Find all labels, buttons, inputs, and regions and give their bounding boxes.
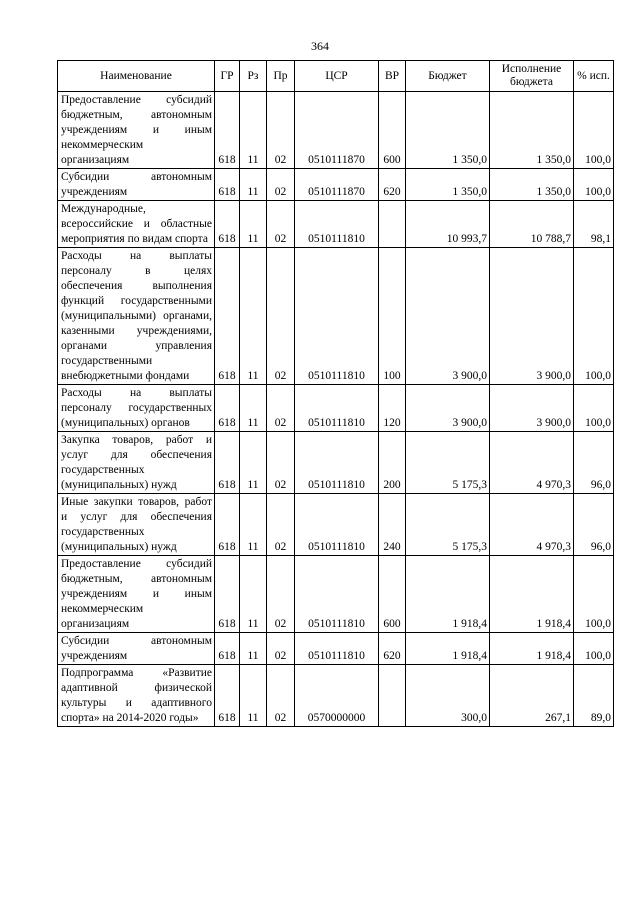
column-header-percent: % исп. [574, 61, 614, 92]
row-csr: 0510111810 [295, 556, 379, 633]
row-gr: 618 [215, 494, 240, 556]
row-execution: 1 918,4 [490, 633, 574, 665]
row-vr: 240 [379, 494, 406, 556]
row-csr: 0510111870 [295, 169, 379, 201]
table-row [58, 248, 614, 385]
row-csr: 0510111870 [295, 92, 379, 169]
row-percent: 100,0 [574, 556, 614, 633]
row-name: Расходы на выплаты персоналу в целях обеспечения выполнения функций государственными (муниципальными) органами, казенными учреждениями, органами управления государственными внебюджетными фондами [58, 248, 215, 385]
row-percent: 100,0 [574, 248, 614, 385]
row-percent: 100,0 [574, 92, 614, 169]
table-row [58, 92, 614, 169]
row-csr: 0510111810 [295, 633, 379, 665]
column-header-budget: Бюджет [406, 61, 490, 92]
row-pr: 02 [267, 169, 295, 201]
row-rz: 11 [240, 385, 267, 432]
row-pr: 02 [267, 665, 295, 727]
row-csr: 0510111810 [295, 432, 379, 494]
row-percent: 100,0 [574, 385, 614, 432]
row-rz: 11 [240, 201, 267, 248]
row-execution: 1 350,0 [490, 169, 574, 201]
column-header-vr: ВР [379, 61, 406, 92]
row-gr: 618 [215, 248, 240, 385]
row-percent: 96,0 [574, 432, 614, 494]
row-rz: 11 [240, 556, 267, 633]
row-budget: 3 900,0 [406, 248, 490, 385]
row-pr: 02 [267, 248, 295, 385]
table-row [58, 201, 614, 248]
row-execution: 1 350,0 [490, 92, 574, 169]
row-budget: 300,0 [406, 665, 490, 727]
row-pr: 02 [267, 385, 295, 432]
row-percent: 89,0 [574, 665, 614, 727]
row-budget: 5 175,3 [406, 432, 490, 494]
row-vr: 620 [379, 169, 406, 201]
row-vr: 100 [379, 248, 406, 385]
row-vr: 120 [379, 385, 406, 432]
column-header-pr: Пр [267, 61, 295, 92]
row-vr: 600 [379, 556, 406, 633]
row-budget: 1 350,0 [406, 169, 490, 201]
row-pr: 02 [267, 432, 295, 494]
row-execution: 3 900,0 [490, 248, 574, 385]
table-row [58, 556, 614, 633]
row-pr: 02 [267, 633, 295, 665]
row-pr: 02 [267, 201, 295, 248]
row-gr: 618 [215, 385, 240, 432]
row-rz: 11 [240, 494, 267, 556]
row-gr: 618 [215, 556, 240, 633]
row-pr: 02 [267, 494, 295, 556]
row-gr: 618 [215, 201, 240, 248]
row-gr: 618 [215, 665, 240, 727]
table-header-row [58, 61, 614, 92]
row-percent: 96,0 [574, 494, 614, 556]
row-name: Предоставление субсидий бюджетным, автономным учреждениям и иным некоммерческим организациям [58, 556, 215, 633]
row-vr [379, 665, 406, 727]
row-pr: 02 [267, 556, 295, 633]
row-name: Субсидии автономным учреждениям [58, 633, 215, 665]
column-header-gr: ГР [215, 61, 240, 92]
row-csr: 0570000000 [295, 665, 379, 727]
row-budget: 5 175,3 [406, 494, 490, 556]
row-execution: 4 970,3 [490, 432, 574, 494]
row-budget: 1 918,4 [406, 633, 490, 665]
row-gr: 618 [215, 432, 240, 494]
column-header-name: Наименование [58, 61, 215, 92]
row-name: Иные закупки товаров, работ и услуг для обеспечения государственных (муниципальных) нужд [58, 494, 215, 556]
row-csr: 0510111810 [295, 494, 379, 556]
table-row [58, 385, 614, 432]
row-vr: 200 [379, 432, 406, 494]
row-csr: 0510111810 [295, 201, 379, 248]
row-percent: 98,1 [574, 201, 614, 248]
row-percent: 100,0 [574, 169, 614, 201]
row-execution: 10 788,7 [490, 201, 574, 248]
table-row [58, 169, 614, 201]
row-execution: 267,1 [490, 665, 574, 727]
row-budget: 1 918,4 [406, 556, 490, 633]
row-rz: 11 [240, 432, 267, 494]
row-name: Предоставление субсидий бюджетным, автономным учреждениям и иным некоммерческим организациям [58, 92, 215, 169]
table-row [58, 494, 614, 556]
row-gr: 618 [215, 169, 240, 201]
row-percent: 100,0 [574, 633, 614, 665]
row-execution: 1 918,4 [490, 556, 574, 633]
row-rz: 11 [240, 92, 267, 169]
row-csr: 0510111810 [295, 248, 379, 385]
row-rz: 11 [240, 633, 267, 665]
page-number: 364 [311, 39, 329, 53]
row-execution: 3 900,0 [490, 385, 574, 432]
row-name: Субсидии автономным учреждениям [58, 169, 215, 201]
row-execution: 4 970,3 [490, 494, 574, 556]
table-row [58, 633, 614, 665]
row-budget: 3 900,0 [406, 385, 490, 432]
row-csr: 0510111810 [295, 385, 379, 432]
row-vr: 600 [379, 92, 406, 169]
table-row [58, 665, 614, 727]
row-vr: 620 [379, 633, 406, 665]
row-name: Закупка товаров, работ и услуг для обеспечения государственных (муниципальных) нужд [58, 432, 215, 494]
row-rz: 11 [240, 169, 267, 201]
row-name: Расходы на выплаты персоналу государственных (муниципальных) органов [58, 385, 215, 432]
row-name: Подпрограмма «Развитие адаптивной физической культуры и адаптивного спорта» на 2014-2020 годы» [58, 665, 215, 727]
row-pr: 02 [267, 92, 295, 169]
column-header-csr: ЦСР [295, 61, 379, 92]
row-rz: 11 [240, 665, 267, 727]
table-row [58, 432, 614, 494]
row-gr: 618 [215, 633, 240, 665]
row-budget: 1 350,0 [406, 92, 490, 169]
row-rz: 11 [240, 248, 267, 385]
column-header-execution: Исполнение бюджета [490, 61, 574, 92]
row-name: Международные, всероссийские и областные мероприятия по видам спорта [58, 201, 215, 248]
row-vr [379, 201, 406, 248]
row-budget: 10 993,7 [406, 201, 490, 248]
row-gr: 618 [215, 92, 240, 169]
budget-table [57, 60, 614, 727]
column-header-rz: Рз [240, 61, 267, 92]
